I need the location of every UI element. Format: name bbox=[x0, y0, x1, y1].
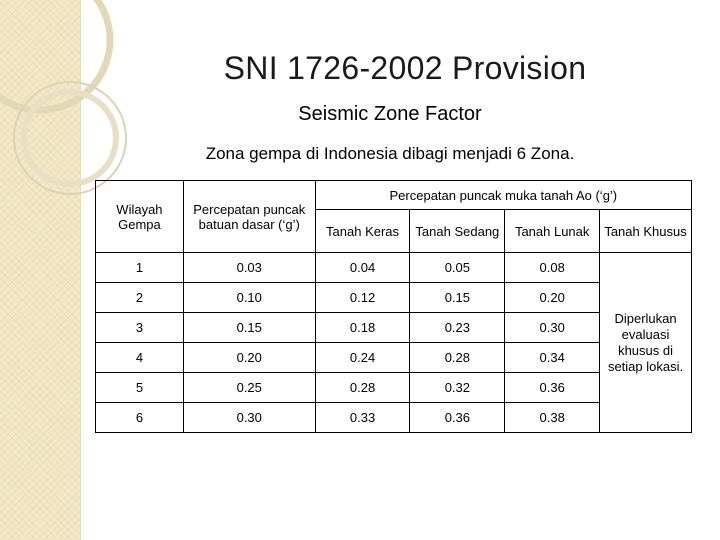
header-tanah-keras: Tanah Keras bbox=[315, 210, 410, 253]
cell-sedang: 0.36 bbox=[410, 403, 505, 433]
cell-wilayah: 6 bbox=[96, 403, 184, 433]
cell-khusus-note: Diperlukan evaluasi khusus di setiap lokasi. bbox=[600, 253, 692, 433]
cell-lunak: 0.36 bbox=[505, 373, 600, 403]
cell-wilayah: 1 bbox=[96, 253, 184, 283]
cell-lunak: 0.30 bbox=[505, 313, 600, 343]
slide-subtitle: Seismic Zone Factor bbox=[298, 103, 482, 125]
header-batuan: Percepatan puncak batuan dasar (‘g’) bbox=[183, 181, 315, 253]
table-header-row bbox=[96, 181, 692, 210]
cell-keras: 0.28 bbox=[315, 373, 410, 403]
slide-title: SNI 1726-2002 Provision bbox=[223, 50, 587, 86]
cell-batuan: 0.10 bbox=[183, 283, 315, 313]
cell-wilayah: 2 bbox=[96, 283, 184, 313]
header-tanah-lunak: Tanah Lunak bbox=[505, 210, 600, 253]
cell-lunak: 0.20 bbox=[505, 283, 600, 313]
cell-wilayah: 4 bbox=[96, 343, 184, 373]
cell-lunak: 0.08 bbox=[505, 253, 600, 283]
seismic-zone-table bbox=[95, 180, 692, 433]
cell-batuan: 0.30 bbox=[183, 403, 315, 433]
cell-wilayah: 3 bbox=[96, 313, 184, 343]
cell-keras: 0.24 bbox=[315, 343, 410, 373]
cell-sedang: 0.15 bbox=[410, 283, 505, 313]
cell-sedang: 0.23 bbox=[410, 313, 505, 343]
header-tanah-sedang: Tanah Sedang bbox=[410, 210, 505, 253]
cell-keras: 0.04 bbox=[315, 253, 410, 283]
cell-keras: 0.12 bbox=[315, 283, 410, 313]
cell-lunak: 0.34 bbox=[505, 343, 600, 373]
intro-text: Zona gempa di Indonesia dibagi menjadi 6 Zona. bbox=[205, 144, 575, 163]
cell-lunak: 0.38 bbox=[505, 403, 600, 433]
header-tanah-khusus: Tanah Khusus bbox=[600, 210, 692, 253]
cell-sedang: 0.28 bbox=[410, 343, 505, 373]
header-group-muka-tanah: Percepatan puncak muka tanah Ao (‘g’) bbox=[315, 181, 691, 210]
cell-keras: 0.33 bbox=[315, 403, 410, 433]
cell-wilayah: 5 bbox=[96, 373, 184, 403]
cell-batuan: 0.03 bbox=[183, 253, 315, 283]
cell-sedang: 0.32 bbox=[410, 373, 505, 403]
cell-batuan: 0.15 bbox=[183, 313, 315, 343]
table-row bbox=[96, 253, 692, 283]
cell-batuan: 0.25 bbox=[183, 373, 315, 403]
header-wilayah: Wilayah Gempa bbox=[96, 181, 184, 253]
cell-keras: 0.18 bbox=[315, 313, 410, 343]
cell-batuan: 0.20 bbox=[183, 343, 315, 373]
cell-sedang: 0.05 bbox=[410, 253, 505, 283]
